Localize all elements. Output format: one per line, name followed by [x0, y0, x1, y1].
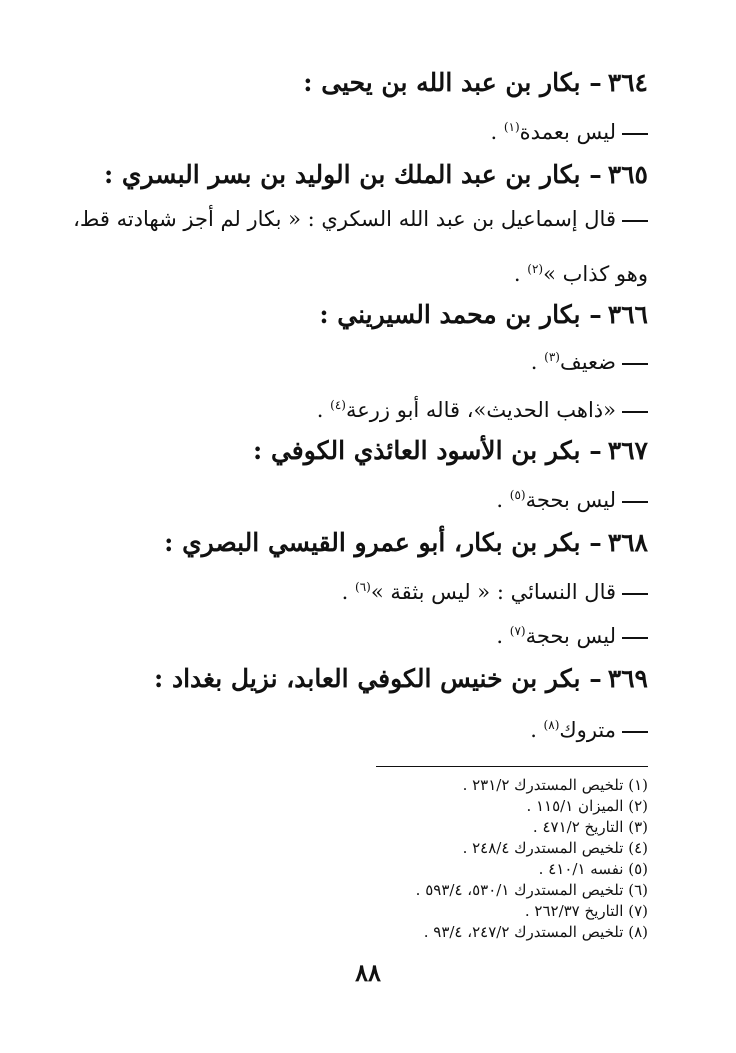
- entry-dash: –: [580, 436, 602, 465]
- entry-dash: –: [580, 300, 602, 329]
- entry-dash: –: [580, 528, 602, 557]
- entry-number: ٣٦٦: [607, 300, 648, 329]
- line-text: قال إسماعيل بن عبد الله السكري : « بكار لم أجز شهادته قط،: [73, 207, 616, 231]
- footnote-ref: (١): [503, 120, 520, 134]
- line-tail: .: [316, 398, 331, 422]
- entry-line: [60, 254, 648, 289]
- entry-name: بكار بن محمد السيريني :: [319, 300, 581, 329]
- entry-heading: [80, 662, 648, 696]
- entry-name: بكر بن الأسود العائذي الكوفي :: [253, 436, 581, 465]
- entry-heading: [80, 298, 648, 332]
- footnote-ref: (٤): [330, 398, 346, 412]
- entry-heading: [80, 434, 648, 468]
- entry-line: [60, 480, 648, 515]
- entry-dash: –: [580, 160, 602, 189]
- footnote-ref: (٦): [355, 580, 371, 594]
- footnote-ref: (٨): [543, 718, 560, 732]
- footnote-ref: (٣): [544, 350, 560, 364]
- dash-mark: [622, 220, 648, 222]
- dash-mark: [622, 363, 648, 365]
- line-text: ليس بحجة: [525, 488, 616, 512]
- footnote-separator: [376, 766, 648, 767]
- entry-line: [60, 616, 648, 651]
- entry-line: [60, 342, 648, 377]
- line-text: ضعيف: [559, 350, 616, 374]
- footnote: (٢) الميزان ١١٥/١ .: [526, 797, 648, 815]
- entry-number: ٣٦٨: [607, 528, 648, 557]
- dash-mark: [622, 731, 648, 733]
- entry-name: بكر بن بكار، أبو عمرو القيسي البصري :: [164, 528, 581, 557]
- footnote: (٥) نفسه ٤١٠/١ .: [538, 860, 648, 878]
- entry-line: [40, 204, 648, 234]
- dash-mark: [622, 411, 648, 413]
- entry-number: ٣٦٧: [607, 436, 648, 465]
- entry-dash: –: [580, 68, 602, 97]
- line-tail: .: [530, 350, 545, 374]
- line-tail: .: [496, 624, 510, 648]
- line-tail: .: [341, 580, 356, 604]
- footnote: (٦) تلخيص المستدرك ٥٣٠/١، ٥٩٣/٤ .: [415, 881, 648, 899]
- entry-heading: [80, 158, 648, 192]
- entry-heading: [80, 66, 648, 100]
- footnote: (٨) تلخيص المستدرك ٢٤٧/٢، ٩٣/٤ .: [423, 923, 648, 941]
- dash-mark: [622, 501, 648, 503]
- footnote-ref: (٥): [509, 488, 526, 502]
- page-number: ٨٨: [355, 958, 381, 987]
- footnote-ref: (٢): [527, 262, 544, 276]
- entry-line: [60, 112, 648, 147]
- line-text: ليس بحجة: [525, 624, 616, 648]
- line-text: متروك: [559, 718, 616, 742]
- entry-name: بكار بن عبد الله بن يحيى :: [303, 68, 581, 97]
- entry-heading: [80, 526, 648, 560]
- dash-mark: [622, 593, 648, 595]
- line-tail: .: [513, 262, 528, 286]
- entry-name: بكار بن عبد الملك بن الوليد بن بسر البسري :: [103, 160, 581, 189]
- footnote: (٤) تلخيص المستدرك ٢٤٨/٤ .: [462, 839, 648, 857]
- dash-mark: [622, 637, 648, 639]
- entry-line: [60, 710, 648, 745]
- footnote: (٣) التاريخ ٤٧١/٢ .: [532, 818, 648, 836]
- entry-number: ٣٦٩: [607, 664, 648, 693]
- line-tail: .: [496, 488, 510, 512]
- entry-dash: –: [580, 664, 602, 693]
- footnote: (١) تلخيص المستدرك ٢٣١/٢ .: [462, 776, 648, 794]
- entry-line: [60, 572, 648, 607]
- line-tail: .: [490, 120, 504, 144]
- footnote: (٧) التاريخ ٢٦٢/٣٧ .: [524, 902, 648, 920]
- dash-mark: [622, 133, 648, 135]
- footnote-ref: (٧): [509, 624, 526, 638]
- entry-name: بكر بن خنيس الكوفي العابد، نزيل بغداد :: [154, 664, 581, 693]
- entry-number: ٣٦٤: [607, 68, 648, 97]
- entry-number: ٣٦٥: [607, 160, 648, 189]
- line-tail: .: [530, 718, 544, 742]
- line-text: ليس بعمدة: [519, 120, 616, 144]
- line-text: قال النسائي : « ليس بثقة »: [370, 580, 616, 604]
- line-text: «ذاهب الحديث»، قاله أبو زرعة: [345, 398, 616, 422]
- entry-line: [60, 390, 648, 425]
- line-text: وهو كذاب »: [543, 262, 648, 286]
